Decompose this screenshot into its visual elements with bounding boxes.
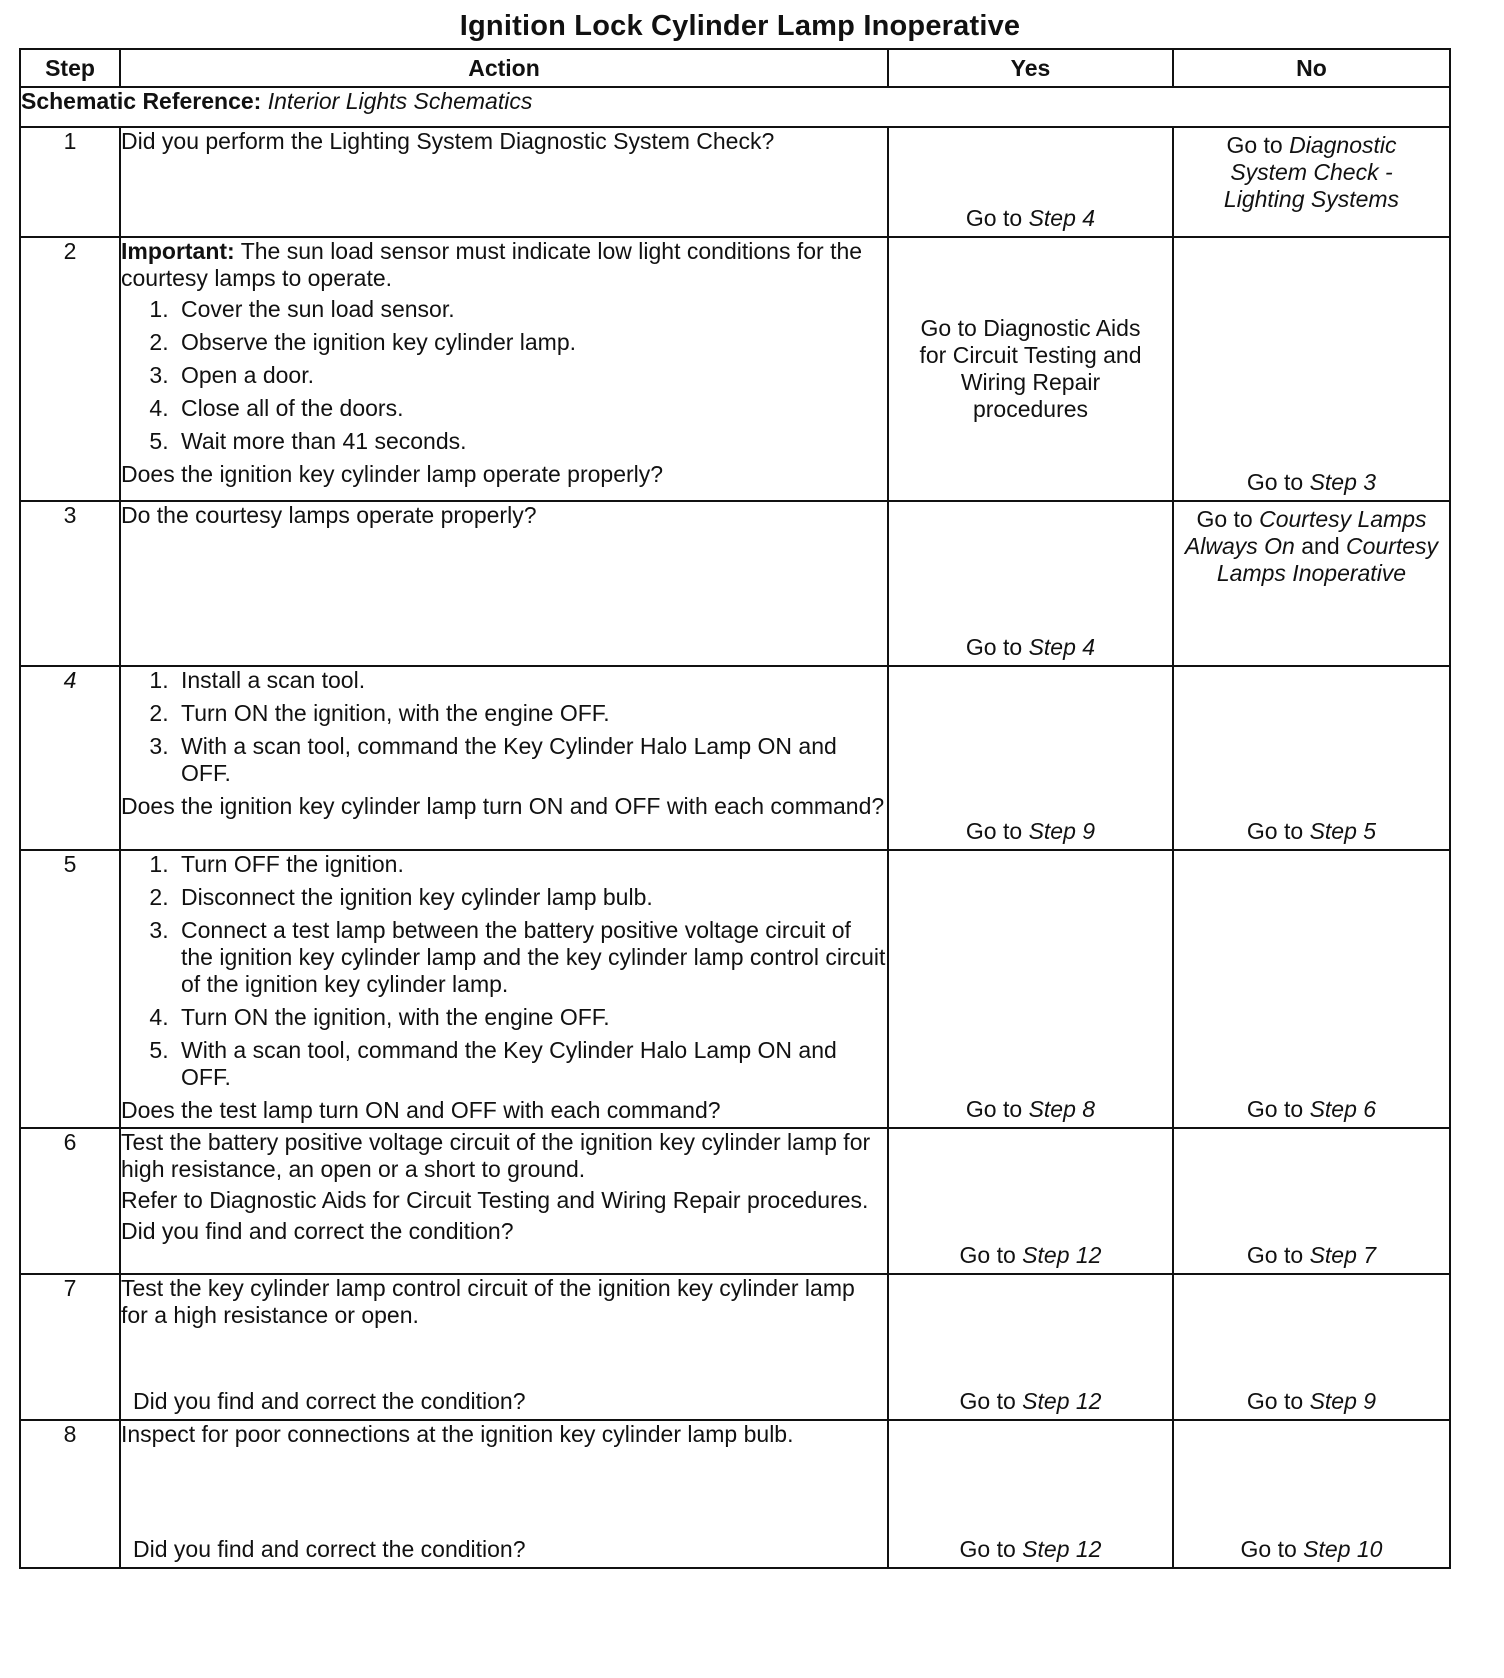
no-step-link[interactable]: Courtesy Lamps Always On [1184,506,1427,559]
diagnostic-table [19,48,1451,1569]
goto-label: Go to [965,634,1023,660]
important-note [121,238,887,292]
yes-link[interactable]: Go to Diagnostic Aids for Circuit Testing and Wiring Repair procedures [919,315,1142,422]
schematic-reference [20,87,1450,127]
yes-cell [888,1420,1173,1568]
step-number: 5 [20,850,120,1128]
action-text: Test the battery positive voltage circuit of the ignition key cylinder lamp for high resistance, an open or a short to ground. [121,1129,871,1182]
action-cell [120,850,888,1128]
no-step-link[interactable]: Courtesy Lamps Inoperative [1216,533,1439,586]
yes-cell [888,850,1173,1128]
action-cell [120,1420,888,1568]
action-cell [120,666,888,850]
goto-label: Go to [965,205,1023,231]
action-cell [120,237,888,501]
no-step-link[interactable]: Step 7 [1309,1242,1377,1268]
no-step-link[interactable]: Step 3 [1309,469,1377,495]
header-action: Action [120,49,888,87]
goto-label: Go to [959,1536,1016,1562]
question: Did you find and correct the condition? [121,1218,514,1244]
list-item: 5. Wait more than 41 seconds. [175,428,887,455]
schematic-label: Schematic Reference: [21,88,262,114]
important-label: Important: [121,238,235,264]
action-cell [120,1128,888,1274]
no-cell [1173,1128,1450,1274]
goto-label: Go to [1246,1096,1304,1122]
list-item: 1. Turn OFF the ignition. [175,851,887,878]
goto-label: Go to [1246,469,1304,495]
header-yes: Yes [888,49,1173,87]
yes-step-link[interactable]: Step 12 [1022,1242,1102,1268]
step-number: 4 [20,666,120,850]
question: Does the ignition key cylinder lamp operate properly? [121,461,664,487]
list-item: 2. Turn ON the ignition, with the engine OFF. [175,700,887,727]
list-item: 5. With a scan tool, command the Key Cylinder Halo Lamp ON and OFF. [175,1037,887,1091]
list-item: 3. Open a door. [175,362,887,389]
yes-cell [888,127,1173,237]
yes-step-link[interactable]: Step 12 [1022,1536,1102,1562]
list-item: 2. Observe the ignition key cylinder lamp. [175,329,887,356]
question: Did you find and correct the condition? [133,1388,526,1414]
step-number: 1 [20,127,120,237]
goto-label: Go to [1246,1388,1304,1414]
list-item: 2. Disconnect the ignition key cylinder lamp bulb. [175,884,887,911]
no-step-link[interactable]: Step 5 [1309,818,1377,844]
action-cell [120,1274,888,1420]
header-step: Step [20,49,120,87]
schematic-link[interactable]: Interior Lights Schematics [267,88,533,114]
no-cell [1173,127,1450,237]
no-cell [1173,666,1450,850]
list-item: 3. With a scan tool, command the Key Cylinder Halo Lamp ON and OFF. [175,733,887,787]
step-number: 8 [20,1420,120,1568]
yes-cell [888,501,1173,666]
no-step-link[interactable]: Step 9 [1309,1388,1377,1414]
step-number: 2 [20,237,120,501]
goto-label: Go to [1240,1536,1297,1562]
action-list [121,851,887,1091]
and-text: and [1301,533,1340,559]
action-cell [120,127,888,237]
yes-cell [888,1274,1173,1420]
list-item: 4. Close all of the doors. [175,395,887,422]
refer-link[interactable]: Refer to Diagnostic Aids for Circuit Testing and Wiring Repair procedures. [121,1187,869,1213]
header-row [20,49,1450,87]
table-row [20,1274,1450,1420]
question: Did you find and correct the condition? [133,1536,526,1562]
action-list [121,296,887,455]
goto-label: Go to [965,1096,1023,1122]
action-list [121,667,887,787]
no-step-link[interactable]: Diagnostic System Check - Lighting Systems [1223,132,1400,212]
no-cell [1173,1274,1450,1420]
action-cell [120,501,888,666]
table-row [20,666,1450,850]
step-number: 7 [20,1274,120,1420]
table-row [20,850,1450,1128]
yes-cell [888,1128,1173,1274]
action-text: Inspect for poor connections at the ignition key cylinder lamp bulb. [121,1421,794,1447]
yes-step-link[interactable]: Step 8 [1028,1096,1096,1122]
list-item: 3. Connect a test lamp between the battery positive voltage circuit of the ignition key cylinder lamp and the key cylinder lamp control circuit of the ignition key cylinder lamp. [175,917,887,998]
table-row [20,237,1450,501]
table-row [20,1420,1450,1568]
page-title: Ignition Lock Cylinder Lamp Inoperative [459,10,1021,42]
yes-cell [888,666,1173,850]
no-step-link[interactable]: Step 10 [1303,1536,1383,1562]
list-item: 4. Turn ON the ignition, with the engine OFF. [175,1004,887,1031]
schematic-row [20,87,1450,127]
question: Did you perform the Lighting System Diagnostic System Check? [121,128,775,154]
header-no: No [1173,49,1450,87]
goto-label: Go to [1246,818,1304,844]
question: Do the courtesy lamps operate properly? [121,502,537,528]
table-row [20,127,1450,237]
table-row [20,1128,1450,1274]
yes-step-link[interactable]: Step 4 [1028,205,1096,231]
action-text: Test the key cylinder lamp control circuit of the ignition key cylinder lamp for a high resistance or open. [121,1275,855,1328]
question: Does the ignition key cylinder lamp turn ON and OFF with each command? [121,793,885,819]
no-cell [1173,1420,1450,1568]
goto-label: Go to [1246,1242,1304,1268]
table-row [20,501,1450,666]
goto-label: Go to [959,1242,1016,1268]
yes-step-link[interactable]: Step 4 [1028,634,1096,660]
no-cell [1173,850,1450,1128]
step-number: 6 [20,1128,120,1274]
goto-label: Go to [1196,506,1253,532]
yes-step-link[interactable]: Step 12 [1022,1388,1102,1414]
no-step-link[interactable]: Step 6 [1309,1096,1377,1122]
question: Does the test lamp turn ON and OFF with each command? [121,1097,721,1123]
goto-label: Go to [965,818,1023,844]
step-number: 3 [20,501,120,666]
yes-step-link[interactable]: Step 9 [1028,818,1096,844]
list-item: 1. Install a scan tool. [175,667,887,694]
no-cell [1173,237,1450,501]
yes-cell [888,237,1173,501]
goto-label: Go to [1226,132,1283,158]
list-item: 1. Cover the sun load sensor. [175,296,887,323]
goto-label: Go to [959,1388,1016,1414]
no-cell [1173,501,1450,666]
important-text: The sun load sensor must indicate low light conditions for the courtesy lamps to operate. [121,238,863,291]
